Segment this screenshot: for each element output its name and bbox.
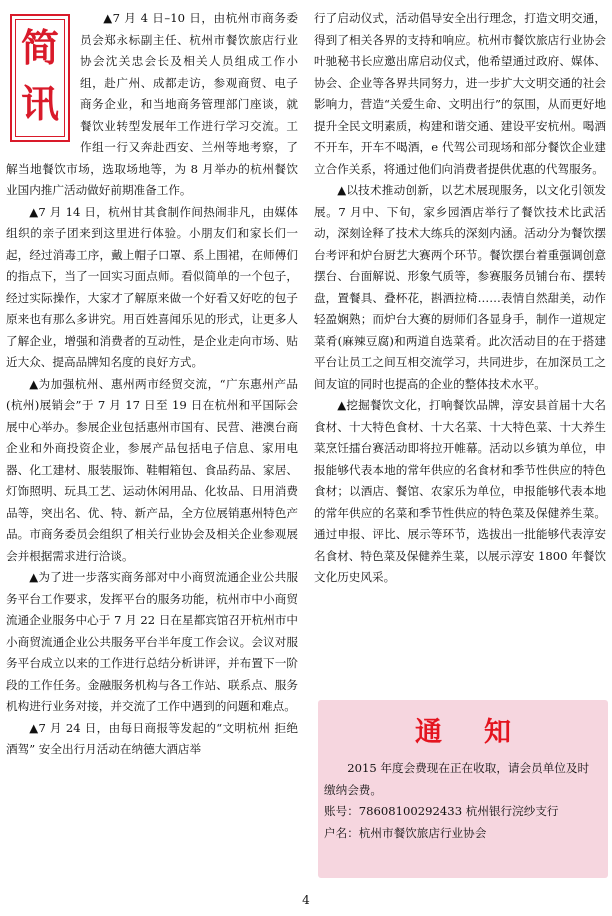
notice-title: 通知 (415, 717, 553, 748)
news-item-huizhou-expo: ▲为加强杭州、惠州两市经贸交流，“广东惠州产品(杭州)展销会”于 7 月 17 日至 19 日在杭州和平国际会展中心举办。参展企业包括惠州市国有、民营、港澳台商企业和外商投资企业，参展产品包括电子信息、家用电器、化工建材、服装服饰、鞋帽箱包、食品药品、家居、灯饰照明、玩具工艺、运动休闲用品、化妆品、日用消费品等，突出名、优、特、新产品，全方位展销惠州特色产品。市商务委员会组织了相关行业协会及相关企业参观展会并根据需求进行洽谈。 (6, 376, 298, 563)
account-label: 账号： (324, 804, 359, 818)
notice-body (324, 758, 600, 844)
notice-name-line (324, 823, 600, 845)
account-value: 78608100292433 杭州银行浣纱支行 (358, 804, 559, 818)
page-number: 4 (302, 893, 310, 907)
notice-text: 2015 年度会费现在正在收取，请会员单位及时缴纳会费。 (324, 761, 590, 797)
news-item-jiaxiangyuan-contest: ▲以技术推动创新，以艺术展现服务，以文化引领发展。7 月中、下旬，家乡园酒店举行了餐饮技术比武活动，深刻诠释了技术大练兵的深刻内涵。活动分为餐饮摆台考评和炉台厨艺大赛两个环节。餐饮摆台着重强调创意摆台、台面解说、形象气质等，参赛服务员铺台布、摆转盘，置餐具、叠杯花，斟酒拉椅……表情自然甜美，动作轻盈娴熟；而炉台大赛的厨师们各显身手，制作一道规定菜肴(麻辣豆腐)和两道自选菜肴。此次活动目的在于搭建平台让员工之间互相交流学习，共同进步，在加深员工之间友谊的同时也提高的企业的整体技术水平。 (314, 183, 606, 391)
news-item-ganqishi-parent-child: ▲7 月 14 日，杭州甘其食制作间热闹非凡，由媒体组织的亲子团来到这里进行体验。小朋友们和家长们一起，经过消毒工序，戴上帽子口罩、系上围裙，在师傅们的指点下，当了一回实习面点师。看似简单的一个包子，经过实际操作，大家才了解原来做一个好看又好吃的包子原来也有那么多讲究。用百姓喜闻乐见的形式，让更多人了解企业，增强和消费者的互动性，是企业走向市场、贴近大众、提高品牌知名度的良好方式。 (6, 204, 298, 369)
name-value: 杭州市餐饮旅店行业协会 (358, 825, 487, 840)
news-item-sme-service-platform: ▲为了进一步落实商务部对中小商贸流通企业公共服务平台工作要求，发挥平台的服务功能，杭州市中小商贸流通企业服务中心于 7 月 22 日在星都宾馆召开杭州市中小商贸流通企业公共服务平台半年度工作会议。会议对服务平台成立以来的工作进行总结分析讲评，并布置下一阶段的工作任务。金融服务机构与各工作站、联系点、服务机构进行业务对接，并交流了工作中遇到的问题和难点。 (6, 570, 298, 713)
news-item-chunan-food-culture: ▲挖掘餐饮文化，打响餐饮品牌，淳安县首届十大名食材、十大特色食材、十大名菜、十大特色菜、十大养生菜烹饪擂台赛活动即将拉开帷幕。活动以乡镇为单位，申报能够代表本地的常年供应的名食材和季节性供应的特色食材；以酒店、餐馆、农家乐为单位，申报能够代表本地的常年供应的名菜和季节性供应的特色菜及保健养生菜。通过申报、评比、展示等环节，选拔出一批能够代表淳安名食材、特色菜及保健养生菜，以展示淳安 1800 年餐饮文化历史风采。 (314, 398, 606, 584)
news-item-hangzhou-delegation: ▲7 月 4 日–10 日，由杭州市商务委员会郑永标副主任、杭州市餐饮旅店行业协会沈关忠会长及相关人员组成工作小组，赴广州、成都走访，参观商贸、电子商务企业，和当地商务管理部门座谈，就餐饮业转型发展年工作进行学习交流。工作组一行又奔赴西安、兰州等地考察，了解当地餐饮市场，选取场地等，为 8 月举办的杭州餐饮业国内推广活动做好前期准备工作。 (6, 11, 298, 197)
news-item-safe-travel-cont: 行了启动仪式，活动倡导安全出行理念，打造文明交通，得到了相关各界的支持和响应。杭州市餐饮旅店行业协会叶驰秘书长应邀出席启动仪式，他希望通过政府、媒体、协会、企业等各界共同努力，进一步扩大文明交通的社会影响力，营造“关爱生命、文明出行”的氛围，从而更好地提升全民文明素质，构建和谐交通、建设平安杭州。喝酒不开车，开车不喝酒，e 代驾公司现场和部分餐饮企业建立合作关系，将通过他们向消费者提供优惠的代驾服务。 (314, 11, 606, 176)
jianxun-badge (10, 14, 70, 142)
notice-box (318, 700, 608, 878)
left-column (6, 8, 298, 761)
right-column (314, 8, 606, 589)
badge-char-jian: 简 (20, 25, 59, 70)
news-item-safe-travel-start: ▲7 月 24 日，由每日商报等发起的“文明杭州 拒绝酒驾” 安全出行月活动在纳德大酒店举 (6, 720, 298, 756)
badge-char-xun: 讯 (20, 81, 59, 126)
notice-account-line (324, 801, 600, 823)
name-label: 户名： (324, 825, 359, 840)
